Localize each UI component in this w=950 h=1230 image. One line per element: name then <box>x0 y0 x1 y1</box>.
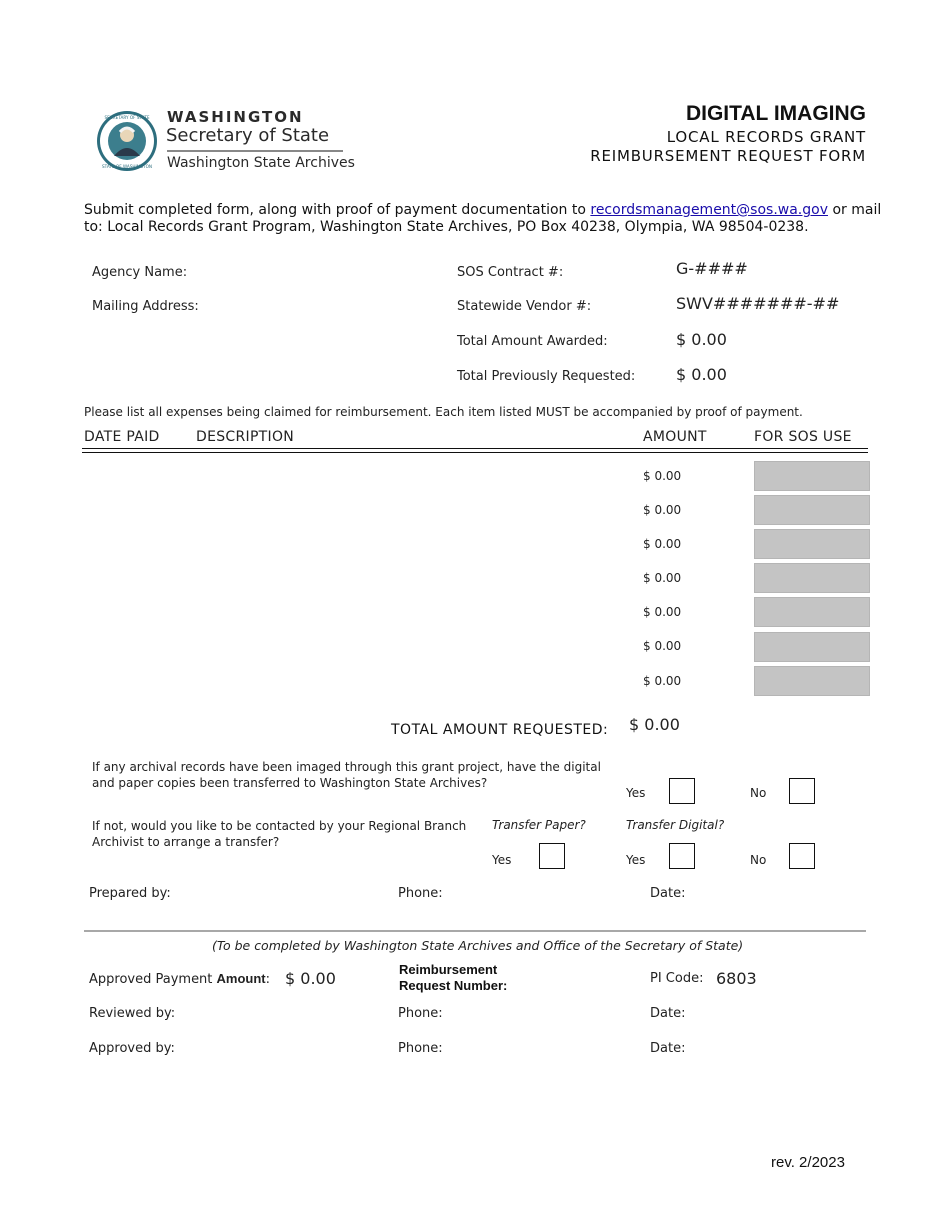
transfer-digital-label: Transfer Digital? <box>626 818 725 832</box>
wa-sos-logo <box>96 108 356 178</box>
sos-use-cell <box>754 529 870 559</box>
instructions-pre: Submit completed form, along with proof of payment documentation to <box>84 202 591 218</box>
q1-no-checkbox[interactable] <box>789 778 815 804</box>
transfer-question-2-line2: Archivist to arrange a transfer? <box>92 835 280 849</box>
col-description: DESCRIPTION <box>196 429 295 445</box>
contract-label: SOS Contract #: <box>457 265 564 280</box>
prev-requested-value[interactable]: $ 0.00 <box>676 365 727 384</box>
approved-payment-colon: : <box>265 972 271 987</box>
sos-use-cell <box>754 495 870 525</box>
row-amount[interactable]: $ 0.00 <box>643 674 682 688</box>
instructions-line1 <box>84 202 881 218</box>
reviewed-date-label: Date: <box>650 1006 686 1021</box>
approved-phone-label: Phone: <box>398 1041 443 1056</box>
sos-use-cell <box>754 597 870 627</box>
form-title: DIGITAL IMAGING <box>685 102 866 125</box>
total-requested-value[interactable]: $ 0.00 <box>629 715 680 734</box>
svg-text:SECRETARY OF STATE: SECRETARY OF STATE <box>104 115 150 120</box>
form-subtitle-1: LOCAL RECORDS GRANT <box>666 128 866 146</box>
header-double-rule <box>82 448 868 453</box>
instructions-post: or mail <box>828 202 882 218</box>
sos-use-cell <box>754 461 870 491</box>
prepared-phone-label: Phone: <box>398 886 443 901</box>
approved-payment-label <box>89 971 270 987</box>
revision-date: rev. 2/2023 <box>771 1154 845 1171</box>
digital-yes-checkbox[interactable] <box>669 843 695 869</box>
org-name-line2: Secretary of State <box>166 125 330 146</box>
q1-yes-label: Yes <box>626 786 646 800</box>
email-link[interactable]: recordsmanagement@sos.wa.gov <box>590 202 828 218</box>
form-subtitle-2: REIMBURSEMENT REQUEST FORM <box>590 147 866 165</box>
awarded-label: Total Amount Awarded: <box>457 334 608 349</box>
approved-date-label: Date: <box>650 1041 686 1056</box>
instructions-line2: to: Local Records Grant Program, Washington State Archives, PO Box 40238, Olympia, WA 98504-0238. <box>84 219 809 235</box>
vendor-label: Statewide Vendor #: <box>457 299 592 314</box>
approved-by-label: Approved by: <box>89 1041 175 1056</box>
vendor-value[interactable]: SWV#######-## <box>676 294 840 313</box>
sos-use-cell <box>754 666 870 696</box>
prepared-date-label: Date: <box>650 886 686 901</box>
reimb-request-number-label-2: Request Number: <box>399 978 508 993</box>
state-seal-icon <box>96 110 158 172</box>
prev-requested-label: Total Previously Requested: <box>457 369 636 384</box>
logo-divider <box>167 150 343 152</box>
agency-name-label: Agency Name: <box>92 265 188 280</box>
prepared-by-label: Prepared by: <box>89 886 171 901</box>
pi-code-value[interactable]: 6803 <box>716 969 757 988</box>
col-amount: AMOUNT <box>643 429 707 445</box>
q1-no-label: No <box>750 786 767 800</box>
col-sos-use: FOR SOS USE <box>754 429 852 445</box>
reimb-request-number-label-1: Reimbursement <box>399 962 498 977</box>
paper-yes-checkbox[interactable] <box>539 843 565 869</box>
approved-payment-prefix: Approved Payment <box>89 972 217 987</box>
sos-use-cell <box>754 563 870 593</box>
expenses-note: Please list all expenses being claimed for reimbursement. Each item listed MUST be accompanied by proof of payment. <box>84 405 803 419</box>
col-date-paid: DATE PAID <box>84 429 160 445</box>
reviewed-phone-label: Phone: <box>398 1006 443 1021</box>
org-name-line3: Washington State Archives <box>167 155 355 171</box>
paper-yes-label: Yes <box>492 853 512 867</box>
approved-payment-bold: Amount <box>216 971 266 986</box>
digital-yes-label: Yes <box>626 853 646 867</box>
row-amount[interactable]: $ 0.00 <box>643 469 682 483</box>
digital-no-label: No <box>750 853 767 867</box>
transfer-question-2-line1: If not, would you like to be contacted by your Regional Branch <box>92 819 467 833</box>
row-amount[interactable]: $ 0.00 <box>643 639 682 653</box>
office-use-note: (To be completed by Washington State Archives and Office of the Secretary of State) <box>212 938 744 953</box>
row-amount[interactable]: $ 0.00 <box>643 571 682 585</box>
row-amount[interactable]: $ 0.00 <box>643 503 682 517</box>
reviewed-by-label: Reviewed by: <box>89 1006 176 1021</box>
approved-payment-value[interactable]: $ 0.00 <box>285 969 336 988</box>
contract-value[interactable]: G-#### <box>676 259 748 278</box>
pi-code-label: PI Code: <box>650 971 704 986</box>
org-name-line1: WASHINGTON <box>167 108 304 126</box>
transfer-paper-label: Transfer Paper? <box>492 818 586 832</box>
transfer-question-1-line2: and paper copies been transferred to Washington State Archives? <box>92 776 488 790</box>
q1-yes-checkbox[interactable] <box>669 778 695 804</box>
sos-use-cell <box>754 632 870 662</box>
digital-no-checkbox[interactable] <box>789 843 815 869</box>
row-amount[interactable]: $ 0.00 <box>643 605 682 619</box>
row-amount[interactable]: $ 0.00 <box>643 537 682 551</box>
transfer-question-1-line1: If any archival records have been imaged through this grant project, have the digital <box>92 760 601 774</box>
office-section-divider <box>84 930 866 932</box>
mailing-address-label: Mailing Address: <box>92 299 199 314</box>
svg-text:STATE OF WASHINGTON: STATE OF WASHINGTON <box>101 164 153 169</box>
total-requested-label: TOTAL AMOUNT REQUESTED: <box>391 722 609 738</box>
awarded-value[interactable]: $ 0.00 <box>676 330 727 349</box>
